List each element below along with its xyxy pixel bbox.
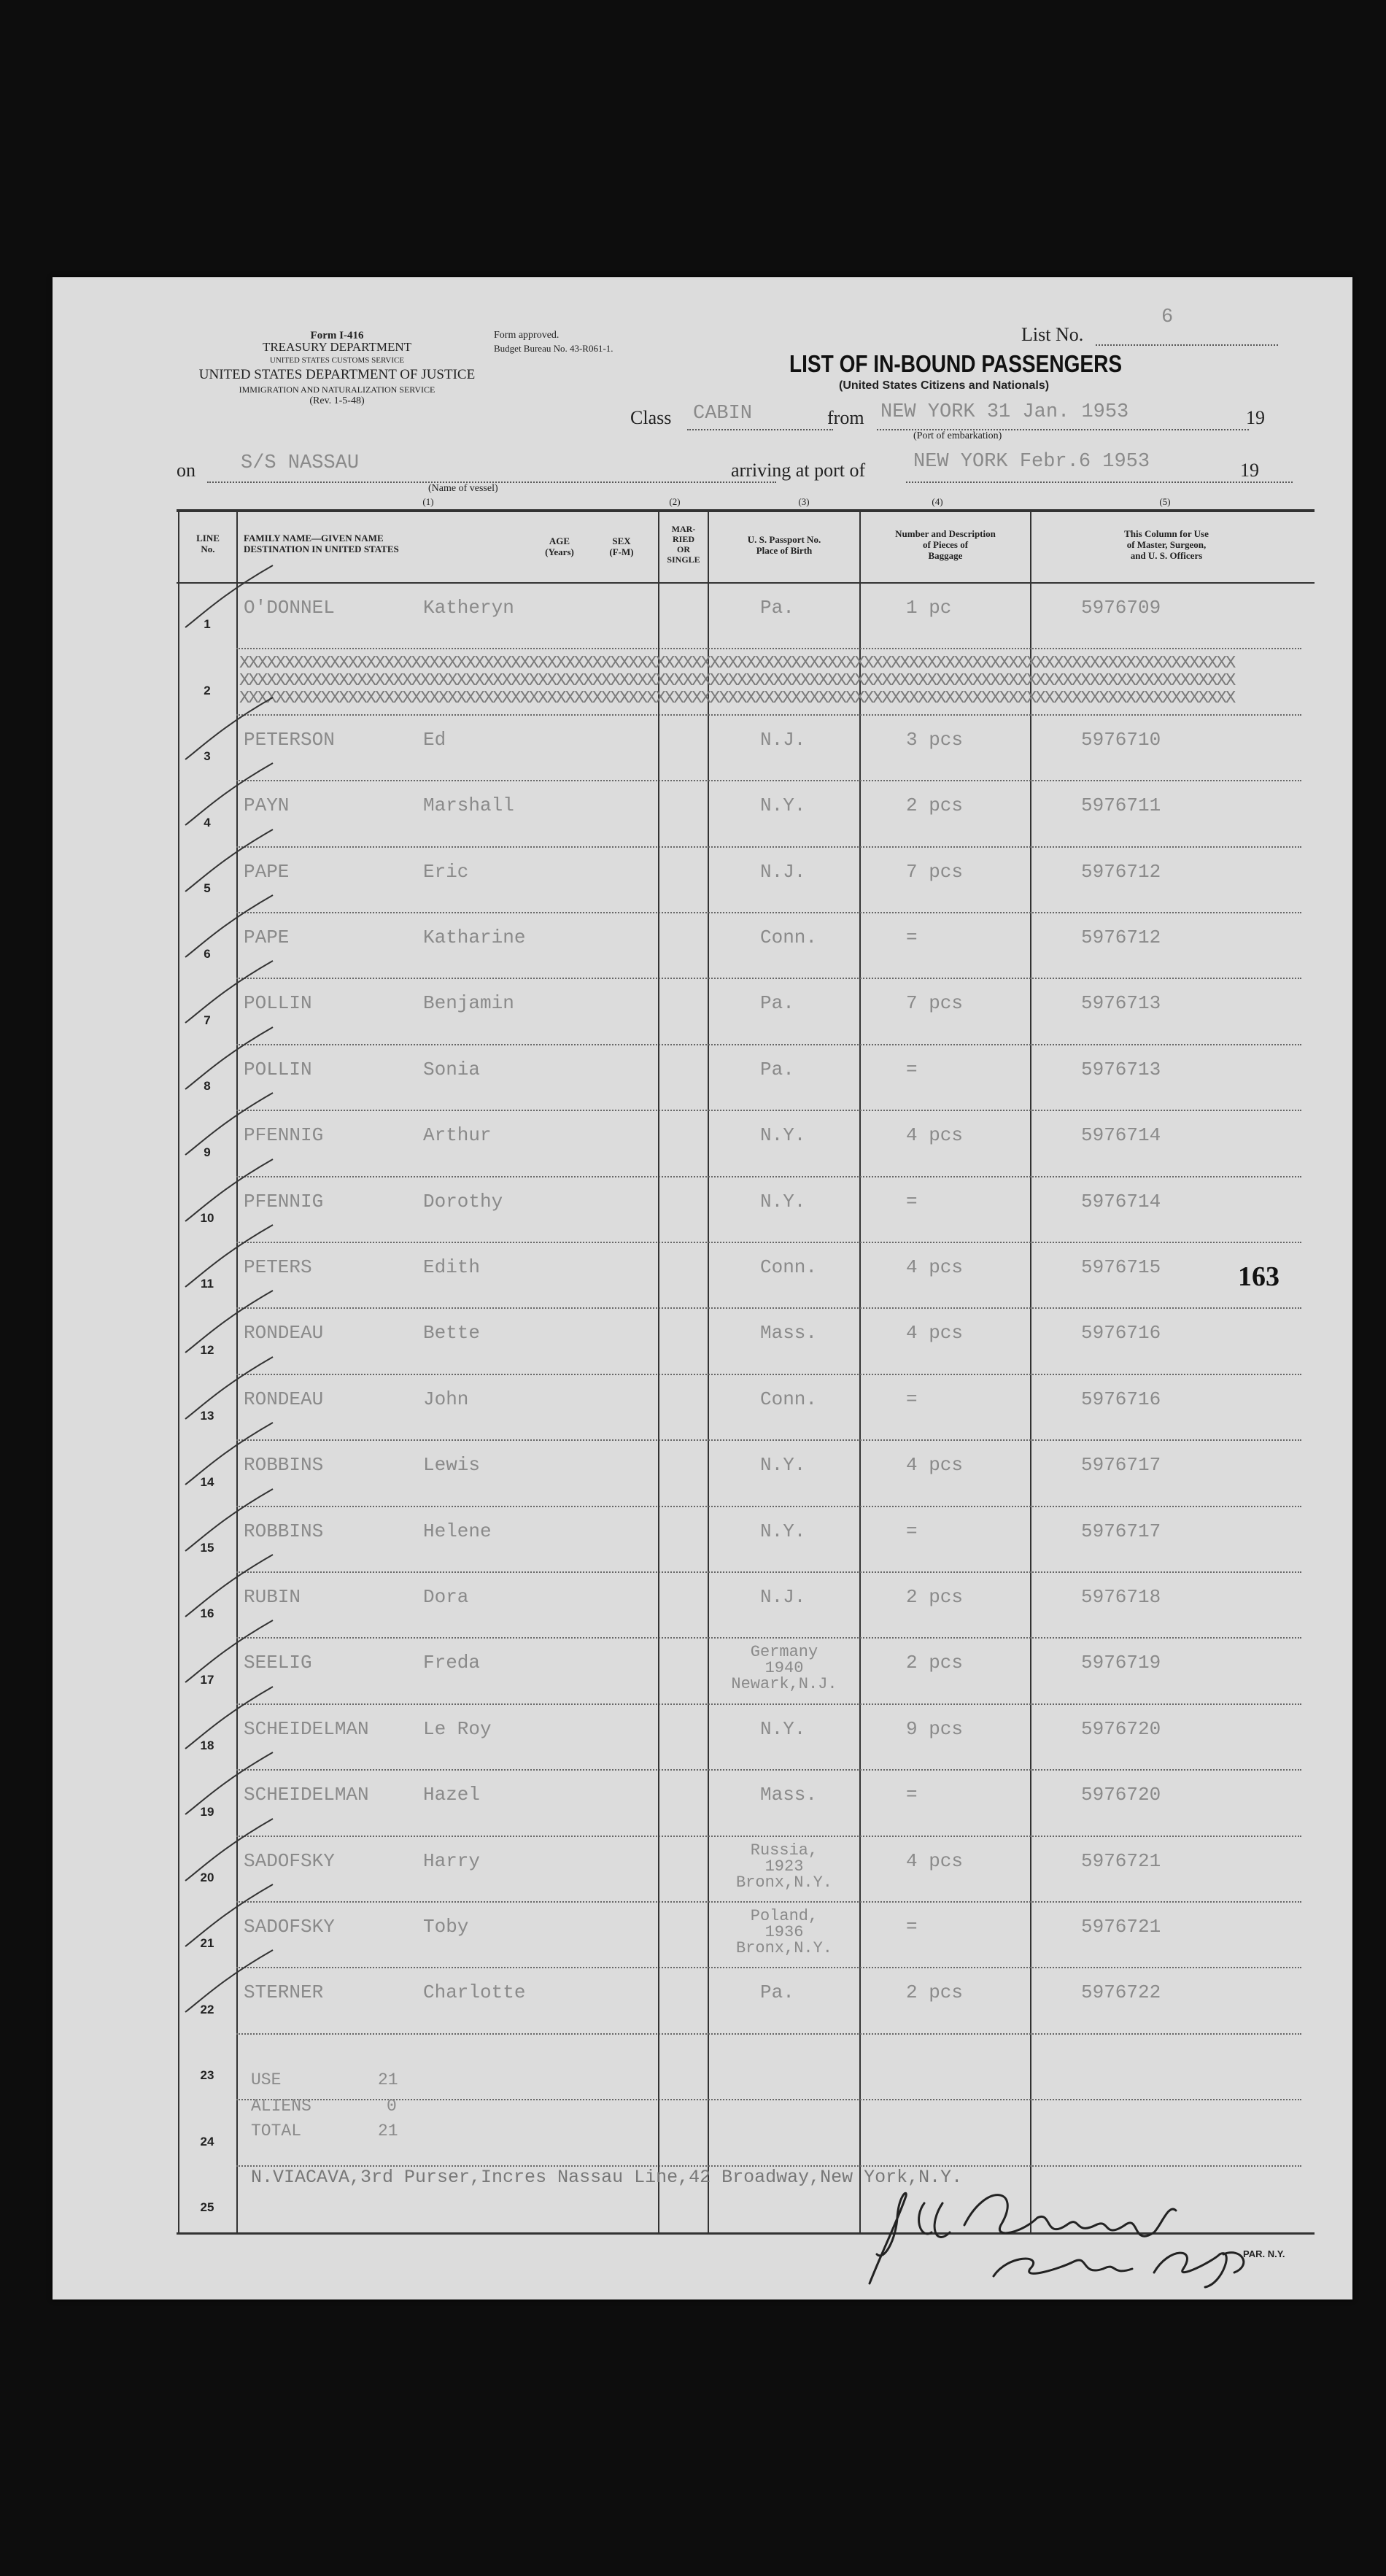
- officer-number: 5976718: [1081, 1586, 1161, 1608]
- baggage: 2 pcs: [906, 1652, 964, 1674]
- place-of-birth: Conn.: [760, 927, 818, 948]
- row-separator: [236, 1307, 1301, 1309]
- passport-column-right: [859, 509, 861, 2234]
- family-name: RONDEAU: [244, 1322, 324, 1345]
- handwritten-signature: [855, 2174, 1263, 2291]
- class-label: Class: [630, 407, 672, 428]
- year-suffix-2: 19: [1240, 460, 1259, 481]
- form-approved: Form approved.: [494, 330, 560, 341]
- given-name: Lewis: [423, 1454, 481, 1477]
- place-of-birth: N.Y.: [760, 1454, 806, 1477]
- baggage: =: [906, 927, 918, 948]
- row-separator: [236, 1571, 1301, 1573]
- family-name: ROBBINS: [244, 1454, 324, 1477]
- given-name: Freda: [423, 1652, 481, 1674]
- family-name: SEELIG: [244, 1652, 312, 1674]
- line-number: 6: [204, 947, 211, 962]
- officer-number: 5976712: [1081, 927, 1161, 948]
- officer-number: 5976719: [1081, 1652, 1161, 1674]
- line-number: 19: [200, 1804, 214, 1819]
- customs-service: UNITED STATES CUSTOMS SERVICE: [269, 356, 405, 365]
- column-number-3: (3): [798, 496, 810, 507]
- officer-number: 5976717: [1081, 1520, 1161, 1542]
- family-name: PFENNIG: [244, 1190, 324, 1212]
- form-subtitle: (United States Citizens and Nationals): [839, 379, 1050, 392]
- officer-number: 5976714: [1081, 1190, 1161, 1212]
- officer-number: 5976722: [1081, 1981, 1161, 2004]
- budget-bureau: Budget Bureau No. 43-R061-1.: [494, 343, 613, 354]
- place-of-birth: Pa.: [760, 1981, 794, 2004]
- place-of-birth: N.Y.: [760, 794, 806, 817]
- printer-mark: PAR. N.Y.: [1243, 2248, 1285, 2259]
- baggage: 4 pcs: [906, 1322, 964, 1345]
- line-number: 9: [204, 1145, 211, 1159]
- baggage: 4 pcs: [906, 1256, 964, 1278]
- place-of-birth: N.J.: [760, 728, 806, 751]
- officer-number: 5976717: [1081, 1454, 1161, 1477]
- from-value: NEW YORK 31 Jan. 1953: [880, 401, 1129, 423]
- use-value: 21: [378, 2070, 398, 2089]
- line-number: 17: [200, 1672, 214, 1687]
- given-name: Benjamin: [423, 992, 514, 1015]
- baggage: =: [906, 1784, 918, 1806]
- given-name: Eric: [423, 860, 469, 883]
- family-name: RUBIN: [244, 1586, 301, 1608]
- purser-line: N.VIACAVA,3rd Purser,Incres Nassau Line,42 Broadway,New York,N.Y.: [251, 2167, 963, 2188]
- officer-number: 5976716: [1081, 1322, 1161, 1345]
- family-name: PFENNIG: [244, 1124, 324, 1147]
- arrival-value: NEW YORK Febr.6 1953: [913, 451, 1150, 473]
- row-separator: [236, 912, 1301, 913]
- officer-number: 5976712: [1081, 860, 1161, 883]
- family-name: SADOFSKY: [244, 1916, 335, 1938]
- header-sex: SEX (F-M): [609, 535, 634, 557]
- line-number: 23: [200, 2068, 214, 2083]
- header-age: AGE (Years): [545, 535, 574, 557]
- header-baggage: Number and Description of Pieces of Baggage: [895, 528, 996, 561]
- line-number: 18: [200, 1738, 214, 1753]
- place-of-birth: Conn.: [760, 1256, 818, 1278]
- place-of-birth: Germany 1940 Newark,N.J.: [731, 1643, 837, 1694]
- header-officers: This Column for Use of Master, Surgeon, and U. S. Officers: [1124, 528, 1209, 561]
- place-of-birth: Pa.: [760, 992, 794, 1015]
- use-label: USE: [251, 2070, 282, 2089]
- line-number: 5: [204, 881, 211, 895]
- line-number: 22: [200, 2002, 214, 2016]
- manifest-page: [53, 277, 1352, 2300]
- line-number: 8: [204, 1079, 211, 1094]
- family-name: POLLIN: [244, 1058, 312, 1080]
- row-separator: [236, 1374, 1301, 1375]
- header-passport: U. S. Passport No. Place of Birth: [747, 534, 821, 556]
- given-name: Le Roy: [423, 1717, 492, 1740]
- from-label: from: [827, 407, 864, 428]
- row-separator: [236, 1439, 1301, 1441]
- officer-number: 5976715: [1081, 1256, 1161, 1278]
- officer-number: 5976721: [1081, 1849, 1161, 1872]
- line-number: 3: [204, 749, 211, 764]
- list-number-value: 6: [1161, 306, 1174, 328]
- given-name: Dorothy: [423, 1190, 503, 1212]
- line-number: 11: [201, 1277, 214, 1291]
- ins-service: IMMIGRATION AND NATURALIZATION SERVICE: [239, 384, 435, 395]
- officer-number: 5976720: [1081, 1784, 1161, 1806]
- row-separator: [236, 1044, 1301, 1045]
- place-of-birth: Pa.: [760, 597, 794, 619]
- baggage: =: [906, 1190, 918, 1212]
- aliens-label: ALIENS: [251, 2097, 311, 2116]
- officer-number: 5976710: [1081, 728, 1161, 751]
- given-name: Ed: [423, 728, 446, 751]
- officer-number: 5976720: [1081, 1717, 1161, 1740]
- place-of-birth: Mass.: [760, 1784, 818, 1806]
- baggage: 2 pcs: [906, 1586, 964, 1608]
- officer-number: 5976711: [1081, 794, 1161, 817]
- baggage: 2 pcs: [906, 1981, 964, 2004]
- line-number: 2: [204, 683, 211, 697]
- place-of-birth: Poland, 1936 Bronx,N.Y.: [735, 1907, 833, 1957]
- row-separator: [236, 1110, 1301, 1111]
- row-separator: [236, 1637, 1301, 1639]
- given-name: Charlotte: [423, 1981, 526, 2004]
- baggage: =: [906, 1388, 918, 1410]
- line-number: 13: [200, 1409, 214, 1423]
- line-number: 15: [200, 1541, 214, 1555]
- officer-number: 5976721: [1081, 1916, 1161, 1938]
- place-of-birth: N.Y.: [760, 1124, 806, 1147]
- year-suffix: 19: [1246, 407, 1265, 428]
- place-of-birth: Conn.: [760, 1388, 818, 1410]
- given-name: Helene: [423, 1520, 492, 1542]
- given-name: Edith: [423, 1256, 481, 1278]
- column-number-4: (4): [932, 496, 943, 507]
- given-name: Katheryn: [423, 597, 514, 619]
- place-of-birth: N.J.: [760, 860, 806, 883]
- column-number-5: (5): [1159, 496, 1171, 507]
- line-number: 25: [200, 2200, 214, 2214]
- baggage: 4 pcs: [906, 1124, 964, 1147]
- family-name: PETERS: [244, 1256, 312, 1278]
- baggage: =: [906, 1520, 918, 1542]
- row-separator: [236, 1769, 1301, 1771]
- revision-date: (Rev. 1-5-48): [309, 395, 365, 406]
- baggage: 1 pc: [906, 597, 952, 619]
- given-name: John: [423, 1388, 469, 1410]
- crossed-out-entry: XXXXXXXXXXXXXXXXXXXXXXXXXXXXXXXXXXXXXXXXXXXXXXXXXXXXXXXXXXXXXXXXXXXXXXXXXXXXXXXXXXXXXXXXXXXXXXXXXXXXXXXXXXXXXX: [239, 671, 1235, 692]
- family-name: STERNER: [244, 1981, 324, 2004]
- baggage-column-right: [1030, 509, 1031, 2234]
- place-of-birth: N.J.: [760, 1586, 806, 1608]
- line-number: 4: [204, 815, 211, 829]
- row-separator: [236, 780, 1301, 781]
- family-name: SCHEIDELMAN: [244, 1717, 369, 1740]
- given-name: Toby: [423, 1916, 469, 1938]
- row-separator: [236, 1506, 1301, 1507]
- family-name: RONDEAU: [244, 1388, 324, 1410]
- family-name: PAPE: [244, 860, 290, 883]
- family-name: PETERSON: [244, 728, 335, 751]
- baggage: 7 pcs: [906, 992, 964, 1015]
- row-separator: [236, 1703, 1301, 1705]
- row-separator: [236, 1901, 1301, 1903]
- given-name: Harry: [423, 1849, 481, 1872]
- family-name: ROBBINS: [244, 1520, 324, 1542]
- line-number: 10: [200, 1211, 214, 1225]
- arriving-label: arriving at port of: [731, 460, 866, 481]
- row-separator: [236, 1967, 1301, 1968]
- header-bottom-border: [177, 582, 1315, 584]
- given-name: Katharine: [423, 927, 526, 948]
- treasury-department: TREASURY DEPARTMENT: [262, 340, 412, 354]
- given-name: Sonia: [423, 1058, 481, 1080]
- line-number: 20: [200, 1871, 214, 1884]
- officer-number: 5976716: [1081, 1388, 1161, 1410]
- form-number: Form I-416: [310, 330, 364, 341]
- port-embarkation-note: (Port of embarkation): [913, 430, 1002, 441]
- officer-number: 5976714: [1081, 1124, 1161, 1147]
- married-column-right: [708, 509, 709, 2234]
- total-label: TOTAL: [251, 2121, 302, 2140]
- place-of-birth: Mass.: [760, 1322, 818, 1345]
- class-value: CABIN: [693, 403, 753, 425]
- justice-department: UNITED STATES DEPARTMENT OF JUSTICE: [198, 367, 476, 382]
- family-name: O'DONNEL: [244, 597, 335, 619]
- baggage: 4 pcs: [906, 1849, 964, 1872]
- family-name: PAYN: [244, 794, 290, 817]
- form-title: LIST OF IN-BOUND PASSENGERS: [789, 350, 1123, 377]
- row-separator: [236, 1836, 1301, 1837]
- place-of-birth: Russia, 1923 Bronx,N.Y.: [735, 1841, 833, 1892]
- officer-number: 5976713: [1081, 992, 1161, 1015]
- row-separator: [236, 1176, 1301, 1177]
- table-top-border: [177, 509, 1315, 512]
- line-number: 14: [200, 1474, 214, 1489]
- family-name: SADOFSKY: [244, 1849, 335, 1872]
- row-separator: [236, 978, 1301, 979]
- given-name: Hazel: [423, 1784, 481, 1806]
- baggage: 9 pcs: [906, 1717, 964, 1740]
- given-name: Bette: [423, 1322, 481, 1345]
- line-number: 24: [200, 2134, 214, 2148]
- officer-number: 5976709: [1081, 597, 1161, 619]
- row-separator: [236, 648, 1301, 649]
- line-number: 12: [200, 1342, 214, 1357]
- list-number-label: List No.: [1021, 324, 1084, 345]
- baggage: 4 pcs: [906, 1454, 964, 1477]
- crossed-out-entry: XXXXXXXXXXXXXXXXXXXXXXXXXXXXXXXXXXXXXXXXXXXXXXXXXXXXXXXXXXXXXXXXXXXXXXXXXXXXXXXXXXXXXXXXXXXXXXXXXXXXXXXXXXXXXX: [239, 654, 1235, 674]
- given-name: Marshall: [423, 794, 514, 817]
- place-of-birth: N.Y.: [760, 1717, 806, 1740]
- place-of-birth: N.Y.: [760, 1190, 806, 1212]
- header-name: FAMILY NAME—GIVEN NAME DESTINATION IN UNITED STATES: [244, 533, 399, 554]
- officer-number: 5976713: [1081, 1058, 1161, 1080]
- family-name: POLLIN: [244, 992, 312, 1015]
- column-number-1: (1): [422, 496, 434, 507]
- family-name: PAPE: [244, 927, 290, 948]
- row-separator: [236, 2033, 1301, 2035]
- crossed-out-entry: XXXXXXXXXXXXXXXXXXXXXXXXXXXXXXXXXXXXXXXXXXXXXXXXXXXXXXXXXXXXXXXXXXXXXXXXXXXXXXXXXXXXXXXXXXXXXXXXXXXXXXXXXXXXXX: [239, 689, 1235, 709]
- header-line-no: LINE No.: [196, 533, 220, 554]
- on-label: on: [177, 460, 195, 481]
- arrival-underline: [906, 481, 1293, 483]
- row-separator: [236, 1242, 1301, 1243]
- vessel-note: (Name of vessel): [428, 483, 498, 494]
- baggage: 7 pcs: [906, 860, 964, 883]
- row-separator: [236, 846, 1301, 848]
- total-value: 21: [378, 2121, 398, 2140]
- baggage: =: [906, 1916, 918, 1938]
- married-column-left: [658, 509, 659, 2234]
- baggage: 2 pcs: [906, 794, 964, 817]
- given-name: Dora: [423, 1586, 469, 1608]
- place-of-birth: N.Y.: [760, 1520, 806, 1542]
- aliens-value: 0: [387, 2097, 397, 2116]
- line-number: 21: [200, 1936, 214, 1951]
- line-number: 1: [204, 617, 211, 632]
- class-underline: [687, 429, 833, 430]
- vessel-name: S/S NASSAU: [241, 452, 360, 474]
- line-number: 7: [204, 1013, 211, 1027]
- column-number-2: (2): [669, 496, 681, 507]
- stamped-page-number: 163: [1238, 1261, 1279, 1292]
- row-separator: [236, 714, 1301, 716]
- baggage: 3 pcs: [906, 728, 964, 751]
- place-of-birth: Pa.: [760, 1058, 794, 1080]
- given-name: Arthur: [423, 1124, 492, 1147]
- family-name: SCHEIDELMAN: [244, 1784, 369, 1806]
- list-number-underline: [1096, 344, 1278, 346]
- header-married: MAR- RIED OR SINGLE: [667, 524, 700, 565]
- line-number: 16: [200, 1606, 214, 1621]
- baggage: =: [906, 1058, 918, 1080]
